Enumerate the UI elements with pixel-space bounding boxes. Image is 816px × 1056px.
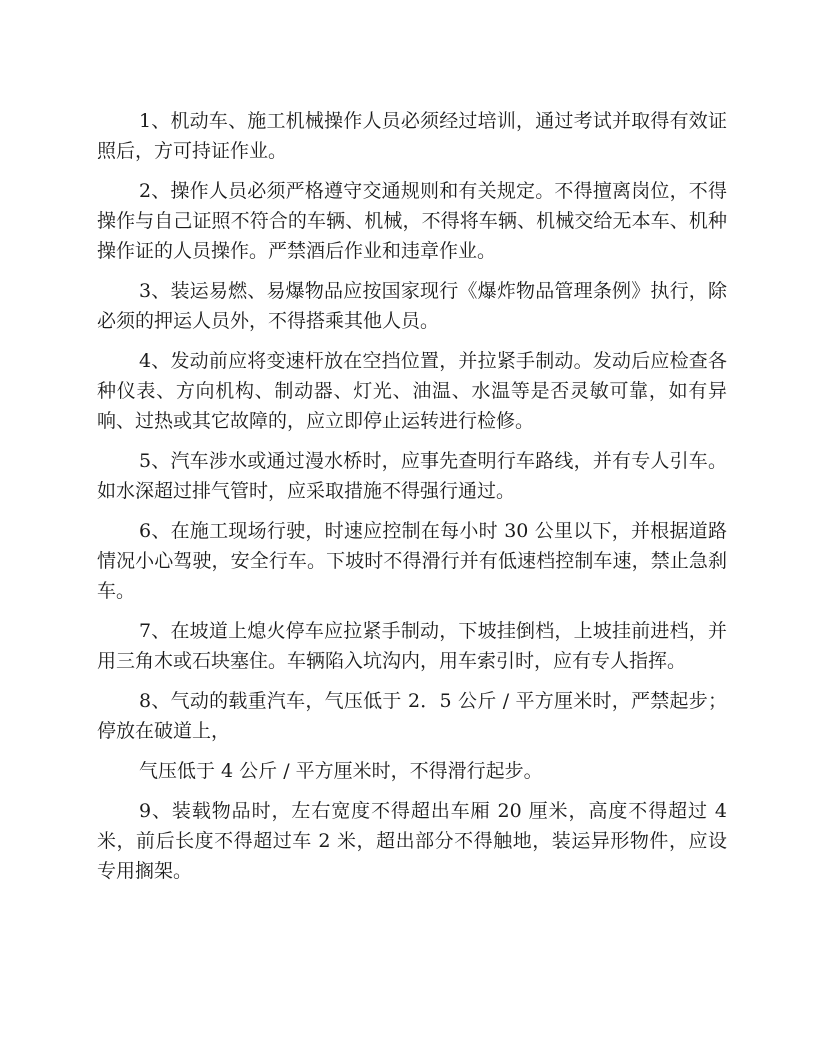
paragraph-8-continuation: 气压低于 4 公斤 / 平方厘米时，不得滑行起步。 <box>139 760 543 782</box>
paragraph-6: 6、在施工现场行驶，时速应控制在每小时 30 公里以下，并根据道路情况小心驾驶，安全行车。下坡时不得滑行并有低速档控制车速，禁止急刹车。 <box>97 520 727 602</box>
paragraph-3: 3、装运易燃、易爆物品应按国家现行《爆炸物品管理条例》执行，除必须的押运人员外，不得搭乘其他人员。 <box>97 280 727 332</box>
paragraph-2: 2、操作人员必须严格遵守交通规则和有关规定。不得擅离岗位，不得操作与自己证照不符合的车辆、机械，不得将车辆、机械交给无本车、机种操作证的人员操作。严禁酒后作业和违章作业。 <box>97 180 727 262</box>
paragraph-7: 7、在坡道上熄火停车应拉紧手制动，下坡挂倒档，上坡挂前进档，并用三角木或石块塞住。车辆陷入坑沟内，用车索引时，应有专人指挥。 <box>97 620 727 672</box>
paragraph-5: 5、汽车涉水或通过漫水桥时，应事先查明行车路线，并有专人引车。如水深超过排气管时，应采取措施不得强行通过。 <box>97 450 727 502</box>
document-page <box>97 106 727 896</box>
paragraph-9: 9、装载物品时，左右宽度不得超出车厢 20 厘米，高度不得超过 4 米，前后长度不得超过车 2 米，超出部分不得触地，装运异形物件，应设专用搁架。 <box>97 800 727 882</box>
paragraph-1: 1、机动车、施工机械操作人员必须经过培训，通过考试并取得有效证照后，方可持证作业。 <box>97 110 727 162</box>
paragraph-8: 8、气动的载重汽车，气压低于 2．5 公斤 / 平方厘米时，严禁起步；停放在破道上， <box>97 690 727 742</box>
paragraph-4: 4、发动前应将变速杆放在空挡位置，并拉紧手制动。发动后应检查各种仪表、方向机构、制动器、灯光、油温、水温等是否灵敏可靠，如有异响、过热或其它故障的，应立即停止运转进行检修。 <box>97 350 727 432</box>
